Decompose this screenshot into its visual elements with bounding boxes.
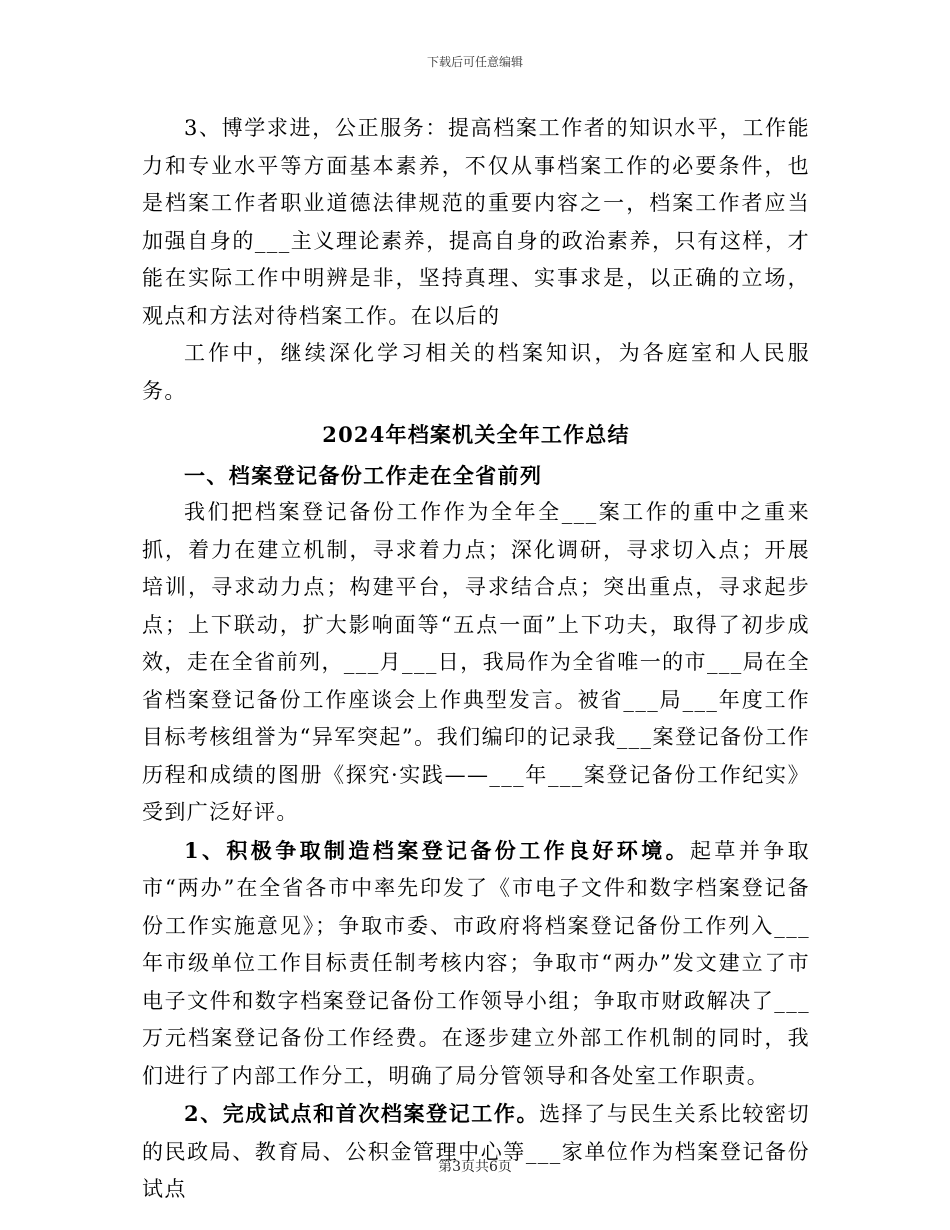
item-1-paragraph [142, 832, 810, 1096]
item-2-paragraph [142, 1095, 810, 1209]
item-1-body: 起草并争取市“两办”在全省各市中率先印发了《市电子文件和数字档案登记备份工作实施意见》；争取市委、市政府将档案登记备份工作列入___年市级单位工作目标责任制考核内容；争取市“两办”发文建立了市电子文件和数字档案登记备份工作领导小组；争取市财政解决了___万元档案登记备份工作经费。在逐步建立外部工作机制的同时，我们进行了内部工作分工，明确了局分管领导和各处室工作职责。 [142, 838, 810, 1088]
paragraph-continuation: 工作中，继续深化学习相关的档案知识，为各庭室和人民服务。 [142, 341, 810, 403]
paragraph-principle-3: 3、博学求进，公正服务：提高档案工作者的知识水平，工作能力和专业水平等方面基本素养，不仅从事档案工作的必要条件，也是档案工作者职业道德法律规范的重要内容之一，档案工作者应当加强自身的___主义理论素养，提高自身的政治素养，只有这样，才能在实际工作中明辨是非，坚持真理、实事求是，以正确的立场，观点和方法对待档案工作。在以后的 [142, 116, 810, 328]
section-1-paragraph: 我们把档案登记备份工作作为全年全___案工作的重中之重来抓，着力在建立机制，寻求着力点；深化调研，寻求切入点；开展培训，寻求动力点；构建平台，寻求结合点；突出重点，寻求起步点；上下联动，扩大影响面等“五点一面”上下功夫，取得了初步成效，走在全省前列，___月___日，我局作为全省唯一的市___局在全省档案登记备份工作座谈会上作典型发言。被省___局___年度工作目标考核组誉为“异军突起”。我们编印的记录我___案登记备份工作历程和成绩的图册《探究·实践——___年___案登记备份工作纪实》受到广泛好评。 [142, 500, 810, 824]
section-heading-1: 一、档案登记备份工作走在全省前列 [184, 462, 543, 488]
page-footer: 第3页共6页 [438, 1159, 512, 1175]
page-header: 下载后可任意编辑 [426, 55, 523, 69]
item-2-lead: 2、完成试点和首次档案登记工作。 [184, 1101, 540, 1126]
document-body [142, 110, 810, 1209]
item-2-body: 选择了与民生关系比较密切的民政局、教育局、公积金管理中心等___家单位作为档案登记备份试点 [142, 1102, 810, 1201]
item-1-lead: 1、积极争取制造档案登记备份工作良好环境。 [184, 837, 690, 863]
document-title: 2024年档案机关全年工作总结 [322, 422, 630, 447]
